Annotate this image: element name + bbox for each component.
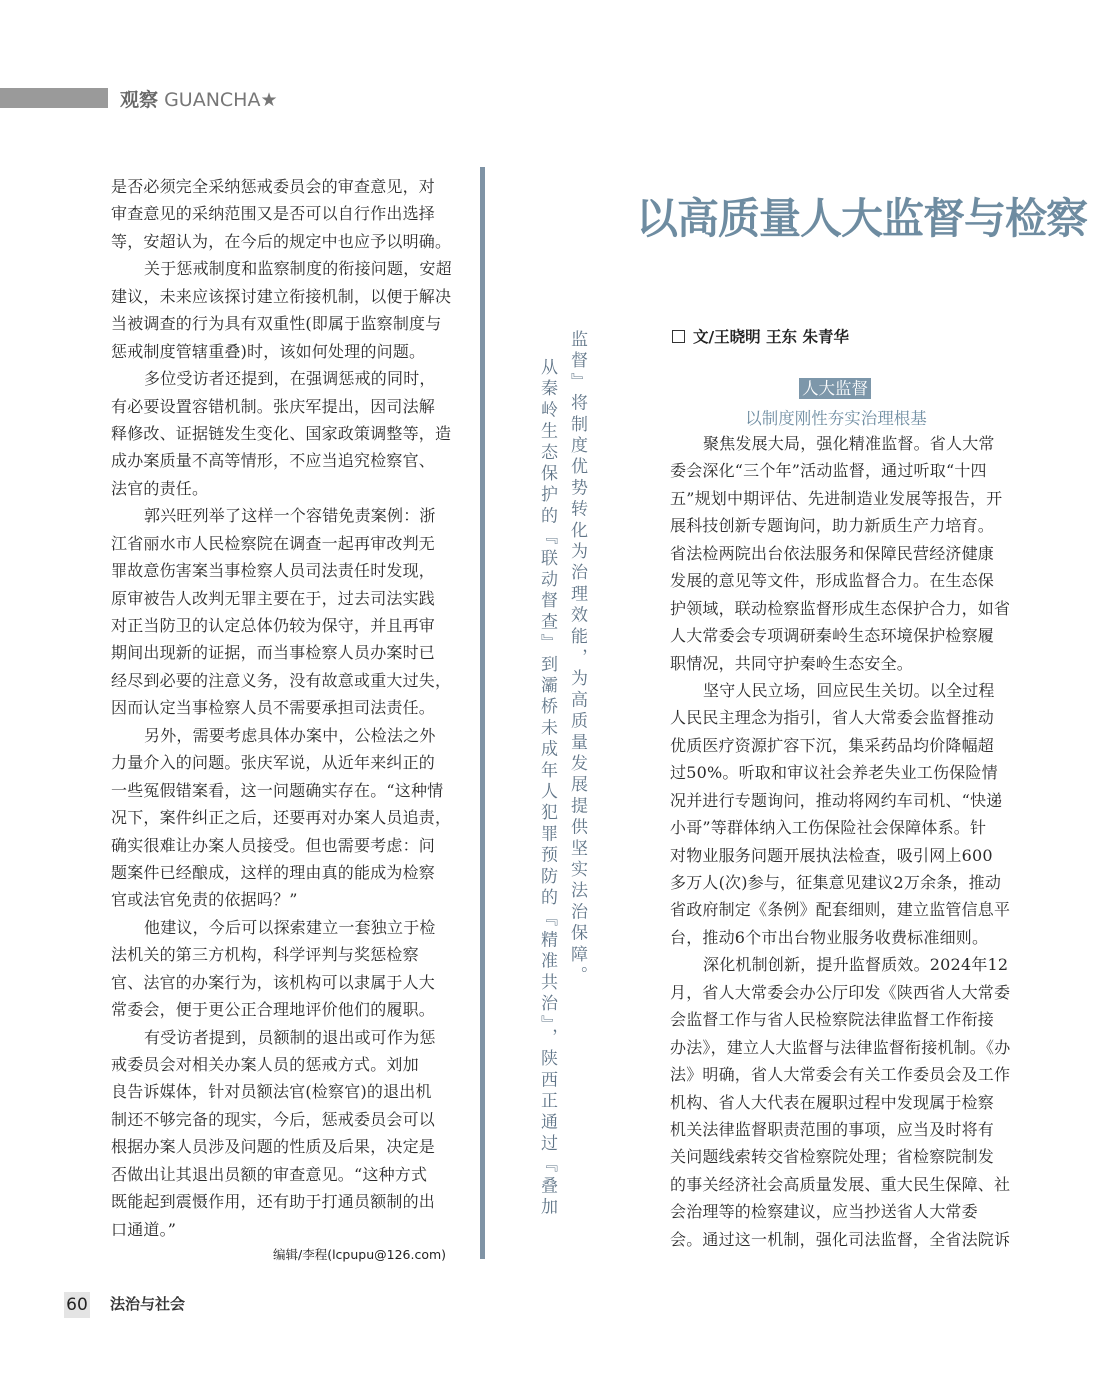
text-line: 会监督工作与省人民检察院法律监督工作衔接 [670,1010,995,1030]
text-line: 况并进行专题询问，推动将网约车司机、“快递 [670,790,1003,810]
text-line: 关问题线索转交省检察院处理；省检察院制发 [670,1147,995,1167]
byline [672,325,849,347]
text-line: 成办案质量不高等情形，不应当追究检察官、 [111,451,436,471]
magazine-name: 法治与社会 [110,1295,186,1313]
text-line: 题案件已经酿成，这样的理由真的能成为检察 [111,862,436,882]
text-line: 当被调查的行为具有双重性(即属于监察制度与 [111,314,442,334]
text-line: 审查意见的采纳范围又是否可以自行作出选择 [111,204,436,224]
column-divider [480,167,485,1259]
text-line: 官、法官的办案行为，该机构可以隶属于人大 [111,972,436,992]
text-line: 对正当防卫的认定总体仍较为保守，并且再审 [111,616,436,635]
text-line: 人民民主理念为指引，省人大常委会监督推动 [670,708,995,728]
text-line: 优质医疗资源扩容下沉，集采药品均价降幅超 [670,735,995,755]
text-line: 戒委员会对相关办案人员的惩戒方式。刘加 [111,1055,419,1074]
text-line: 既能起到震慑作用，还有助于打通员额制的出 [111,1192,436,1212]
text-line: 期间出现新的证据，而当事检察人员办案时已 [111,643,436,663]
star-icon: ★ [260,89,278,111]
text-line: 经尽到必要的注意义务，没有故意或重大过失， [111,670,452,690]
header-bar [0,88,108,108]
text-line: 机关法律监督职责范围的事项，应当及时将有 [670,1119,995,1139]
byline-text: 文/王晓明 王东 朱青华 [693,328,849,346]
text-line: 常委会，便于更公正合理地评价他们的履职。 [111,1000,436,1020]
text-line: 法机关的第三方机构，科学评判与奖惩检察 [111,945,419,965]
text-line: 江省丽水市人民检察院在调查一起再审改判无 [111,533,436,553]
section-subtitle: 以制度刚性夯实治理根基 [745,409,927,428]
section-badge: 人大监督 [799,378,871,399]
article-title: 以高质量人大监督与检察 [636,194,1088,243]
text-line: 释修改、证据链发生变化、国家政策调整等，造 [111,423,452,443]
text-line: 五”规划中期评估、先进制造业发展等报告，开 [670,488,1003,508]
text-line: 根据办案人员涉及问题的性质及后果，决定是 [111,1137,436,1157]
text-line: 的事关经济社会高质量发展、重大民生保障、社 [670,1174,1011,1194]
right-column [670,430,1011,1253]
text-line: 原审被告人改判无罪主要在于，过去司法实践 [111,588,436,608]
text-line: 况下，案件纠正之后，还要再对办案人员追责， [111,808,452,828]
text-line: 确实很难让办案人员接受。但也需要考虑：问 [111,835,436,855]
text-line: 法官的责任。 [111,478,209,498]
text-line: 口通道。” [111,1219,177,1239]
section-cn: 观察 [120,89,159,111]
section-header [120,85,278,112]
text-line: 人大常委会专项调研秦岭生态环境保护检察履 [670,626,995,646]
text-line: 深化机制创新，提升监督质效。2024年12 [703,955,1009,975]
page-number: 60 [64,1292,90,1318]
text-line: 有受访者提到，员额制的退出或可作为惩 [144,1027,436,1047]
text-line: 委会深化“三个年”活动监督，通过听取“十四 [670,461,987,481]
text-line: 建议，未来应该探讨建立衔接机制，以便于解决 [111,286,452,306]
editor-credit: 编辑/李程(lcpupu@126.com) [273,1247,447,1262]
text-line: 因而认定当事检察人员不需要承担司法责任。 [111,698,436,718]
text-line: 一些冤假错案看，这一问题确实存在。“这种情 [111,780,444,800]
text-line: 省法检两院出台依法服务和保障民营经济健康 [670,543,995,563]
text-line: 另外，需要考虑具体办案中，公检法之外 [144,725,436,745]
text-line: 过50%。听取和审议社会养老失业工伤保险情 [670,763,998,783]
text-line: 对物业服务问题开展执法检查，吸引网上600 [670,845,993,865]
text-line: 惩戒制度管辖重叠)时，该如何处理的问题。 [111,341,426,361]
text-line: 办法》，建立人大监督与法律监督衔接机制。《办 [670,1037,1011,1057]
text-line: 郭兴旺列举了这样一个容错免责案例：浙 [144,506,436,526]
left-column [111,173,452,1243]
pull-quote-column-1: 从秦岭生态保护的『联动督查』到灞桥未成年人犯罪预防的『精准共治』，陕西正通过『叠加 [537,358,557,1219]
text-line: 月，省人大常委会办公厅印发《陕西省人大常委 [670,982,1011,1002]
text-line: 会治理等的检察建议，应当抄送省人大常委 [670,1202,978,1222]
text-line: 关于惩戒制度和监察制度的衔接问题，安超 [144,259,452,279]
text-line: 他建议，今后可以探索建立一套独立于检 [144,917,436,937]
text-line: 力量介入的问题。张庆军说，从近年来纠正的 [111,753,436,773]
text-line: 聚焦发展大局，强化精准监督。省人大常 [703,434,995,453]
text-line: 多万人(次)参与，征集意见建议2万余条，推动 [670,873,1002,892]
text-line: 职情况，共同守护秦岭生态安全。 [670,653,914,673]
text-line: 省政府制定《条例》配套细则，建立监管信息平 [670,900,1011,920]
text-line: 展科技创新专题询问，助力新质生产力培育。 [670,516,995,536]
text-line: 坚守人民立场，回应民生关切。以全过程 [703,680,995,700]
text-line: 发展的意见等文件，形成监督合力。在生态保 [670,571,995,591]
text-line: 是否必须完全采纳惩戒委员会的审查意见，对 [111,177,436,196]
text-line: 机构、省人大代表在履职过程中发现属于检察 [670,1092,995,1112]
text-line: 罪故意伤害案当事检察人员司法责任时发现， [111,561,436,581]
text-line: 护领域，联动检察监督形成生态保护合力，如省 [670,598,1011,618]
pull-quote-column-2: 监督』将制度优势转化为治理效能，为高质量发展提供坚实法治保障。 [567,330,587,988]
text-line: 有必要设置容错机制。张庆军提出，因司法解 [111,396,436,416]
text-line: 制还不够完备的现实，今后，惩戒委员会可以 [111,1109,436,1129]
text-line: 等，安超认为，在今后的规定中也应予以明确。 [111,231,452,251]
section-en: GUANCHA [164,89,261,111]
text-line: 台，推动6个市出台物业服务收费标准细则。 [670,927,989,947]
text-line: 多位受访者还提到，在强调惩戒的同时， [144,369,436,389]
text-line: 小哥”等群体纳入工伤保险社会保障体系。针 [670,818,987,838]
text-line: 良告诉媒体，针对员额法官(检察官)的退出机 [111,1082,432,1102]
text-line: 法》明确，省人大常委会有关工作委员会及工作 [670,1065,1011,1085]
text-line: 否做出让其退出员额的审查意见。“这种方式 [111,1164,428,1184]
text-line: 会。通过这一机制，强化司法监督，全省法院诉 [670,1229,1011,1249]
text-line: 官或法官免责的依据吗？” [111,890,298,910]
square-icon [672,330,685,343]
